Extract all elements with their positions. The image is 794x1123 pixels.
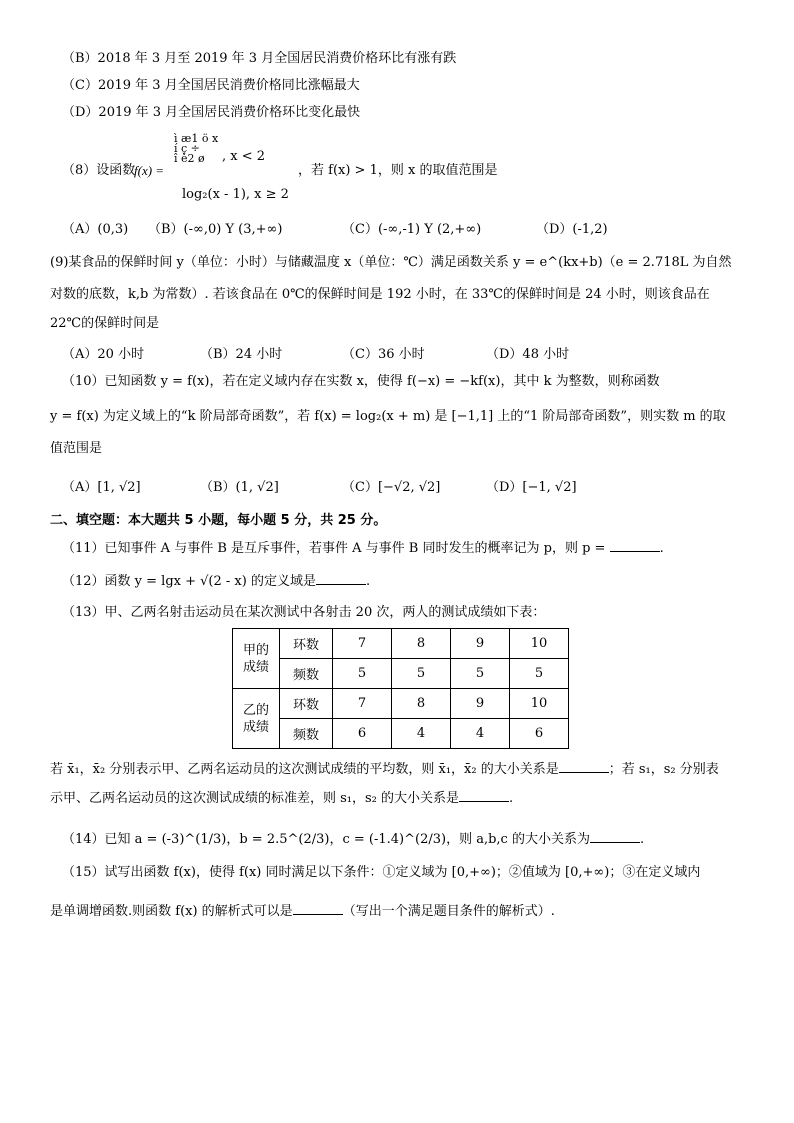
table-cell: 4: [392, 719, 451, 749]
q7-option-d: （D）2019 年 3 月全国居民消费价格环比变化最快: [62, 105, 361, 120]
q10-option-d: （D）[−1, √2]: [486, 480, 577, 495]
q10-line2: y = f(x) 为定义域上的“k 阶局部奇函数”，若 f(x) = log₂(x + m) 是 [−1,1] 上的“1 阶局部奇函数”，则实数 m 的取: [50, 409, 726, 424]
q14-answer-blank: [590, 830, 640, 843]
q10-line3: 值范围是: [50, 441, 103, 456]
table-cell: 9: [451, 629, 510, 659]
q11-stem: （11）已知事件 A 与事件 B 是互斥事件，若事件 A 与事件 B 同时发生的概率记为 p，则 p =: [62, 541, 606, 556]
ring-label: 环数: [280, 689, 333, 719]
q10-option-b: （B）(1, √2]: [200, 480, 279, 495]
q9-line1: (9)某食品的保鲜时间 y（单位：小时）与储藏温度 x（单位：℃）满足函数关系 y = e^(kx+b)（e = 2.718L 为自然: [50, 255, 732, 270]
q9-option-b: （B）24 小时: [200, 347, 283, 362]
q13-mean-stem: 若 x̄₁，x̄₂ 分别表示甲、乙两名运动员的这次测试成绩的平均数，则 x̄₁，x̄₂ 的大小关系是: [50, 762, 559, 777]
q15-line1: （15）试写出函数 f(x)，使得 f(x) 同时满足以下条件：①定义域为 [0,+∞)；②值域为 [0,+∞)；③在定义域内: [62, 865, 701, 880]
q9-option-d: （D）48 小时: [486, 347, 570, 362]
table-cell: 6: [333, 719, 392, 749]
table-cell: 4: [451, 719, 510, 749]
q11-answer-blank: [610, 539, 660, 552]
q9-line3: 22℃的保鲜时间是: [50, 316, 160, 331]
q13-std-stem: ；若 s₁，s₂ 分别表: [608, 762, 719, 777]
yi-score-label: 乙的 成绩: [233, 689, 280, 749]
table-cell: 10: [510, 629, 569, 659]
table-cell: 10: [510, 689, 569, 719]
q15-line2: [50, 902, 555, 921]
q12-stem: （12）函数 y = lgx + √(2 - x) 的定义域是: [62, 574, 316, 589]
q15-stem: 是单调增函数.则函数 f(x) 的解析式可以是: [50, 904, 293, 919]
q10-option-c: （C）[−√2, √2]: [342, 480, 441, 495]
q8-piece1-cond: , x < 2: [222, 149, 266, 164]
table-cell: 6: [510, 719, 569, 749]
q9-line2: 对数的底数，k,b 为常数）. 若该食品在 0℃的保鲜时间是 192 小时，在 33℃的保鲜时间是 24 小时，则该食品在: [50, 287, 710, 302]
q14-text: [62, 830, 644, 849]
q8-piecewise-glyphs: ì æ1 ö x í ç ÷ î è2 ø: [174, 132, 219, 165]
q14-stem: （14）已知 a = (-3)^(1/3)，b = 2.5^(2/3)，c = (-1.4)^(2/3)，则 a,b,c 的大小关系为: [62, 832, 590, 847]
table-row: [233, 719, 569, 749]
q7-option-c: （C）2019 年 3 月全国居民消费价格同比涨幅最大: [62, 78, 360, 93]
q8-prefix: （8）设函数: [62, 163, 136, 178]
q13-after-line2: [50, 789, 513, 808]
q8-fx: f(x) =: [134, 163, 165, 178]
q11-end: .: [659, 541, 664, 556]
q10-line1: （10）已知函数 y = f(x)，若在定义域内存在实数 x，使得 f(−x) = −kf(x)，其中 k 为整数，则称函数: [62, 374, 660, 389]
q12-answer-blank: [316, 572, 366, 585]
table-cell: 8: [392, 689, 451, 719]
q13-mean-blank: [559, 760, 609, 773]
q13-text: （13）甲、乙两名射击运动员在某次测试中各射击 20 次，两人的测试成绩如下表：: [62, 605, 546, 620]
q8-piece2: log₂(x - 1), x ≥ 2: [182, 187, 289, 202]
jia-score-label: 甲的 成绩: [233, 629, 280, 689]
q7-option-b: （B）2018 年 3 月至 2019 年 3 月全国居民消费价格环比有涨有跌: [62, 51, 457, 66]
q13-after-line1: [50, 760, 719, 779]
table-row: [233, 629, 569, 659]
table-cell: 8: [392, 629, 451, 659]
ring-label: 环数: [280, 629, 333, 659]
q13-end: .: [509, 791, 514, 806]
q9-option-a: （A）20 小时: [62, 347, 145, 362]
q8-suffix: ，若 f(x) > 1，则 x 的取值范围是: [298, 163, 498, 178]
q8-option-b: （B）(-∞,0) Y (3,+∞): [148, 222, 283, 237]
q11-text: [62, 539, 664, 558]
table-cell: 5: [451, 659, 510, 689]
score-table: [232, 628, 569, 749]
q8-option-d: （D）(-1,2): [536, 222, 608, 237]
q14-end: .: [639, 832, 645, 847]
freq-label: 频数: [280, 719, 333, 749]
table-cell: 7: [333, 689, 392, 719]
section-heading: 二、填空题：本大题共 5 小题，每小题 5 分，共 25 分。: [50, 513, 387, 528]
q8-option-c: （C）(-∞,-1) Y (2,+∞): [342, 222, 482, 237]
q15-note: （写出一个满足题目条件的解析式）.: [342, 904, 555, 919]
q9-option-c: （C）36 小时: [342, 347, 425, 362]
q8-option-a: （A）(0,3): [62, 222, 129, 237]
table-cell: 7: [333, 629, 392, 659]
q10-option-a: （A）[1, √2]: [62, 480, 141, 495]
q12-end: .: [365, 574, 371, 589]
q13-std-stem-2: 示甲、乙两名运动员的这次测试成绩的标准差，则 s₁，s₂ 的大小关系是: [50, 791, 460, 806]
q12-text: [62, 572, 370, 591]
q15-answer-blank: [293, 902, 343, 915]
table-cell: 9: [451, 689, 510, 719]
table-cell: 5: [510, 659, 569, 689]
table-cell: 5: [333, 659, 392, 689]
freq-label: 频数: [280, 659, 333, 689]
table-row: [233, 689, 569, 719]
table-row: [233, 659, 569, 689]
q13-std-blank: [459, 789, 509, 802]
table-cell: 5: [392, 659, 451, 689]
